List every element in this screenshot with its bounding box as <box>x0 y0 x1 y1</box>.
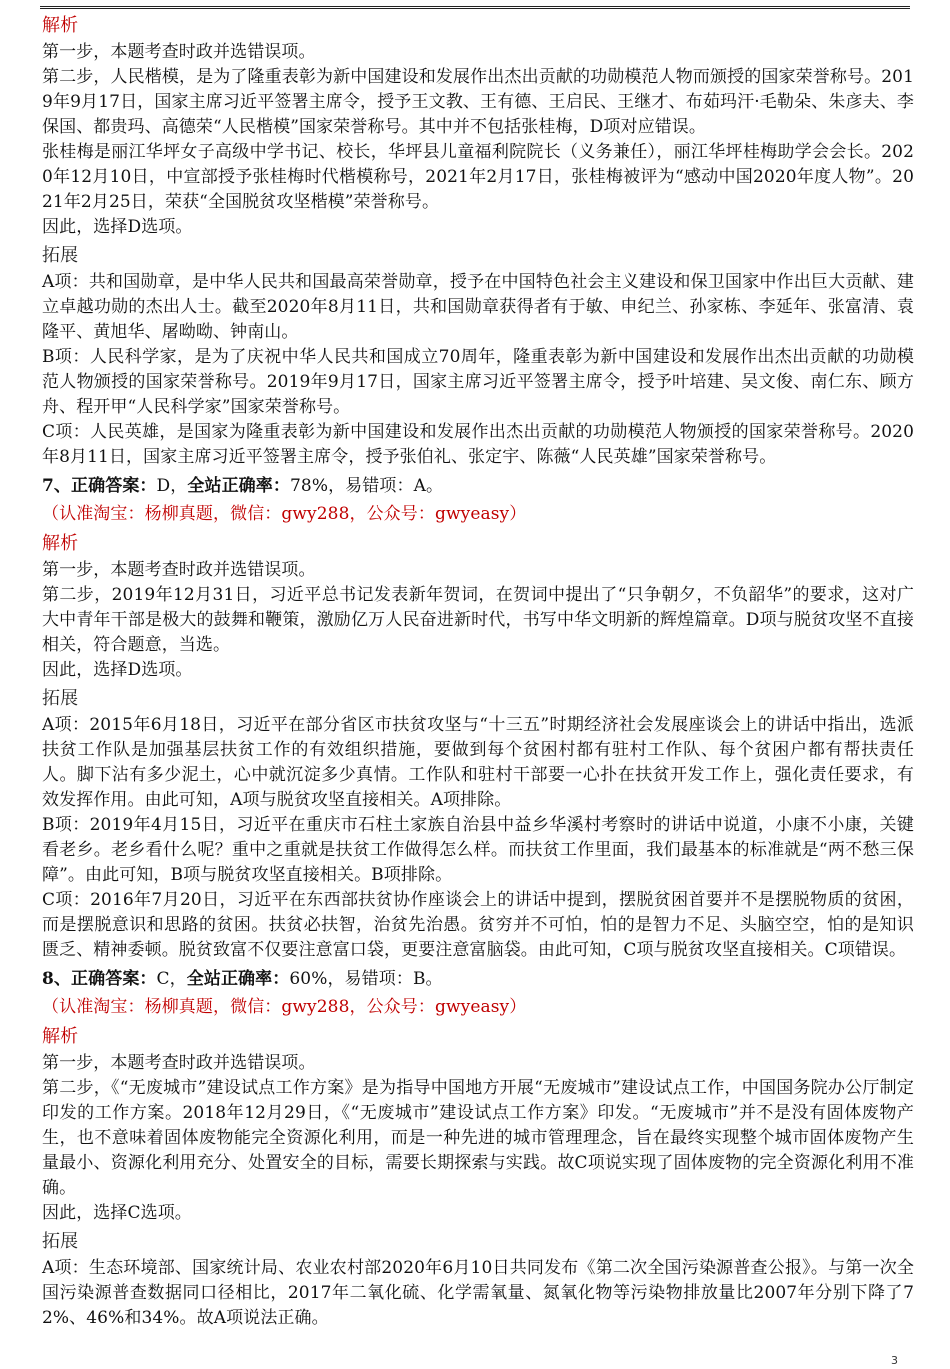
paragraph: 因此，选择D选项。 <box>42 660 193 680</box>
paragraph: A项：共和国勋章，是中华人民共和国最高荣誉勋章，授予在中国特色社会主义建设和保卫国家中作出巨大贡献、建立卓越功勋的杰出人士。截至2020年8月11日，共和国勋章获得者有于敏、申纪兰、孙家栋、李延年、张富清、袁隆平、黄旭华、屠呦呦、钟南山。 <box>42 272 914 342</box>
paragraph: 第一步，本题考查时政并选错误项。 <box>42 1053 316 1073</box>
answer-value: C， <box>156 969 187 989</box>
page-number: 3 <box>891 1354 898 1367</box>
accuracy-label: 全站正确率： <box>186 969 290 989</box>
paragraph: 因此，选择C选项。 <box>42 1203 192 1223</box>
section-heading-extension: 拓展 <box>42 688 79 709</box>
section-heading-extension: 拓展 <box>42 1231 79 1252</box>
section-heading-analysis: 解析 <box>42 533 79 554</box>
document-body <box>42 10 914 1331</box>
paragraph: B项：人民科学家，是为了庆祝中华人民共和国成立70周年，隆重表彰为新中国建设和发展作出杰出贡献的功勋模范人物颁授的国家荣誉称号。2019年9月17日，国家主席习近平签署主席令，授予叶培建、吴文俊、南仁东、顾方舟、程开甲“人民科学家”国家荣誉称号。 <box>42 347 914 417</box>
section-heading-analysis: 解析 <box>42 15 79 36</box>
section-heading-analysis: 解析 <box>42 1026 79 1047</box>
paragraph: 第二步，人民楷模，是为了隆重表彰为新中国建设和发展作出杰出贡献的功勋模范人物而颁授的国家荣誉称号。2019年9月17日，国家主席习近平签署主席令，授予王文教、王有德、王启民、王继才、布茹玛汗·毛勒朵、朱彦夫、李保国、都贵玛、高德荣“人民楷模”国家荣誉称号。其中并不包括张桂梅，D项对应错误。 <box>42 67 914 137</box>
paragraph: C项：人民英雄，是国家为隆重表彰为新中国建设和发展作出杰出贡献的功勋模范人物颁授的国家荣誉称号。2020年8月11日，国家主席习近平签署主席令，授予张伯礼、张定宇、陈薇“人民英雄”国家荣誉称号。 <box>42 422 914 467</box>
paragraph: A项：2015年6月18日，习近平在部分省区市扶贫攻坚与“十三五”时期经济社会发展座谈会上的讲话中指出，选派扶贫工作队是加强基层扶贫工作的有效组织措施，要做到每个贫困村都有驻村工作队、每个贫困户都有帮扶责任人。脚下沾有多少泥土，心中就沉淀多少真情。工作队和驻村干部要一心扑在扶贫开发工作上，强化责任要求，有效发挥作用。由此可知，A项与脱贫攻坚直接相关。A项排除。 <box>42 715 914 810</box>
accuracy-value: 78%，易错项：A。 <box>289 476 444 496</box>
answer-label: 8、正确答案： <box>42 969 157 989</box>
section-heading-extension: 拓展 <box>42 245 79 266</box>
paragraph: 第一步，本题考查时政并选错误项。 <box>42 560 316 580</box>
question-answer-line <box>42 472 914 528</box>
paragraph: 第二步，《“无废城市”建设试点工作方案》是为指导中国地方开展“无废城市”建设试点工作，中国国务院办公厅制定印发的工作方案。2018年12月29日，《“无废城市”建设试点工作方案》印发。“无废城市”并不是没有固体废物产生，也不意味着固体废物能完全资源化利用，而是一种先进的城市管理理念，旨在最终实现整个城市固体废物产生量最小、资源化利用充分、处置安全的目标，需要长期探索与实践。故C项说实现了固体废物的完全资源化利用不准确。 <box>42 1078 914 1198</box>
paragraph: 第二步，2019年12月31日，习近平总书记发表新年贺词，在贺词中提出了“只争朝夕，不负韶华”的要求，这对广大中青年干部是极大的鼓舞和鞭策，激励亿万人民奋进新时代，书写中华文明新的辉煌篇章。D项与脱贫攻坚不直接相关，符合题意，当选。 <box>42 585 914 655</box>
promo-text: （认准淘宝：杨柳真题，微信：gwy288，公众号：gwyeasy） <box>42 504 527 524</box>
accuracy-label: 全站正确率： <box>187 476 290 496</box>
paragraph: 第一步，本题考查时政并选错误项。 <box>42 42 316 62</box>
paragraph: B项：2019年4月15日，习近平在重庆市石柱土家族自治县中益乡华溪村考察时的讲话中说道，小康不小康，关键看老乡。老乡看什么呢？重中之重就是扶贫工作做得怎么样。而扶贫工作里面，我们最基本的标准就是“两不愁三保障”。由此可知，B项与脱贫攻坚直接相关。B项排除。 <box>42 815 914 885</box>
paragraph: C项：2016年7月20日，习近平在东西部扶贫协作座谈会上的讲话中提到，摆脱贫困首要并不是摆脱物质的贫困，而是摆脱意识和思路的贫困。扶贫必扶智，治贫先治愚。贫穷并不可怕，怕的是智力不足、头脑空空，怕的是知识匮乏、精神委顿。脱贫致富不仅要注意富口袋，更要注意富脑袋。由此可知，C项与脱贫攻坚直接相关。C项错误。 <box>42 890 914 960</box>
top-rule <box>40 6 910 9</box>
accuracy-value: 60%，易错项：B。 <box>289 969 443 989</box>
answer-label: 7、正确答案： <box>42 476 157 496</box>
paragraph: 因此，选择D选项。 <box>42 217 193 237</box>
paragraph: 张桂梅是丽江华坪女子高级中学书记、校长，华坪县儿童福利院院长（义务兼任），丽江华坪桂梅助学会会长。2020年12月10日，中宣部授予张桂梅时代楷模称号，2021年2月17日，张桂梅被评为“感动中国2020年度人物”。2021年2月25日，荣获“全国脱贫攻坚楷模”荣誉称号。 <box>42 142 914 212</box>
answer-value: D， <box>156 476 188 496</box>
promo-text: （认准淘宝：杨柳真题，微信：gwy288，公众号：gwyeasy） <box>42 997 527 1017</box>
question-answer-line <box>42 965 914 1021</box>
paragraph: A项：生态环境部、国家统计局、农业农村部2020年6月10日共同发布《第二次全国污染源普查公报》。与第一次全国污染源普查数据同口径相比，2017年二氧化硫、化学需氧量、氮氧化物等污染物排放量比2007年分别下降了72%、46%和34%。故A项说法正确。 <box>42 1258 914 1328</box>
